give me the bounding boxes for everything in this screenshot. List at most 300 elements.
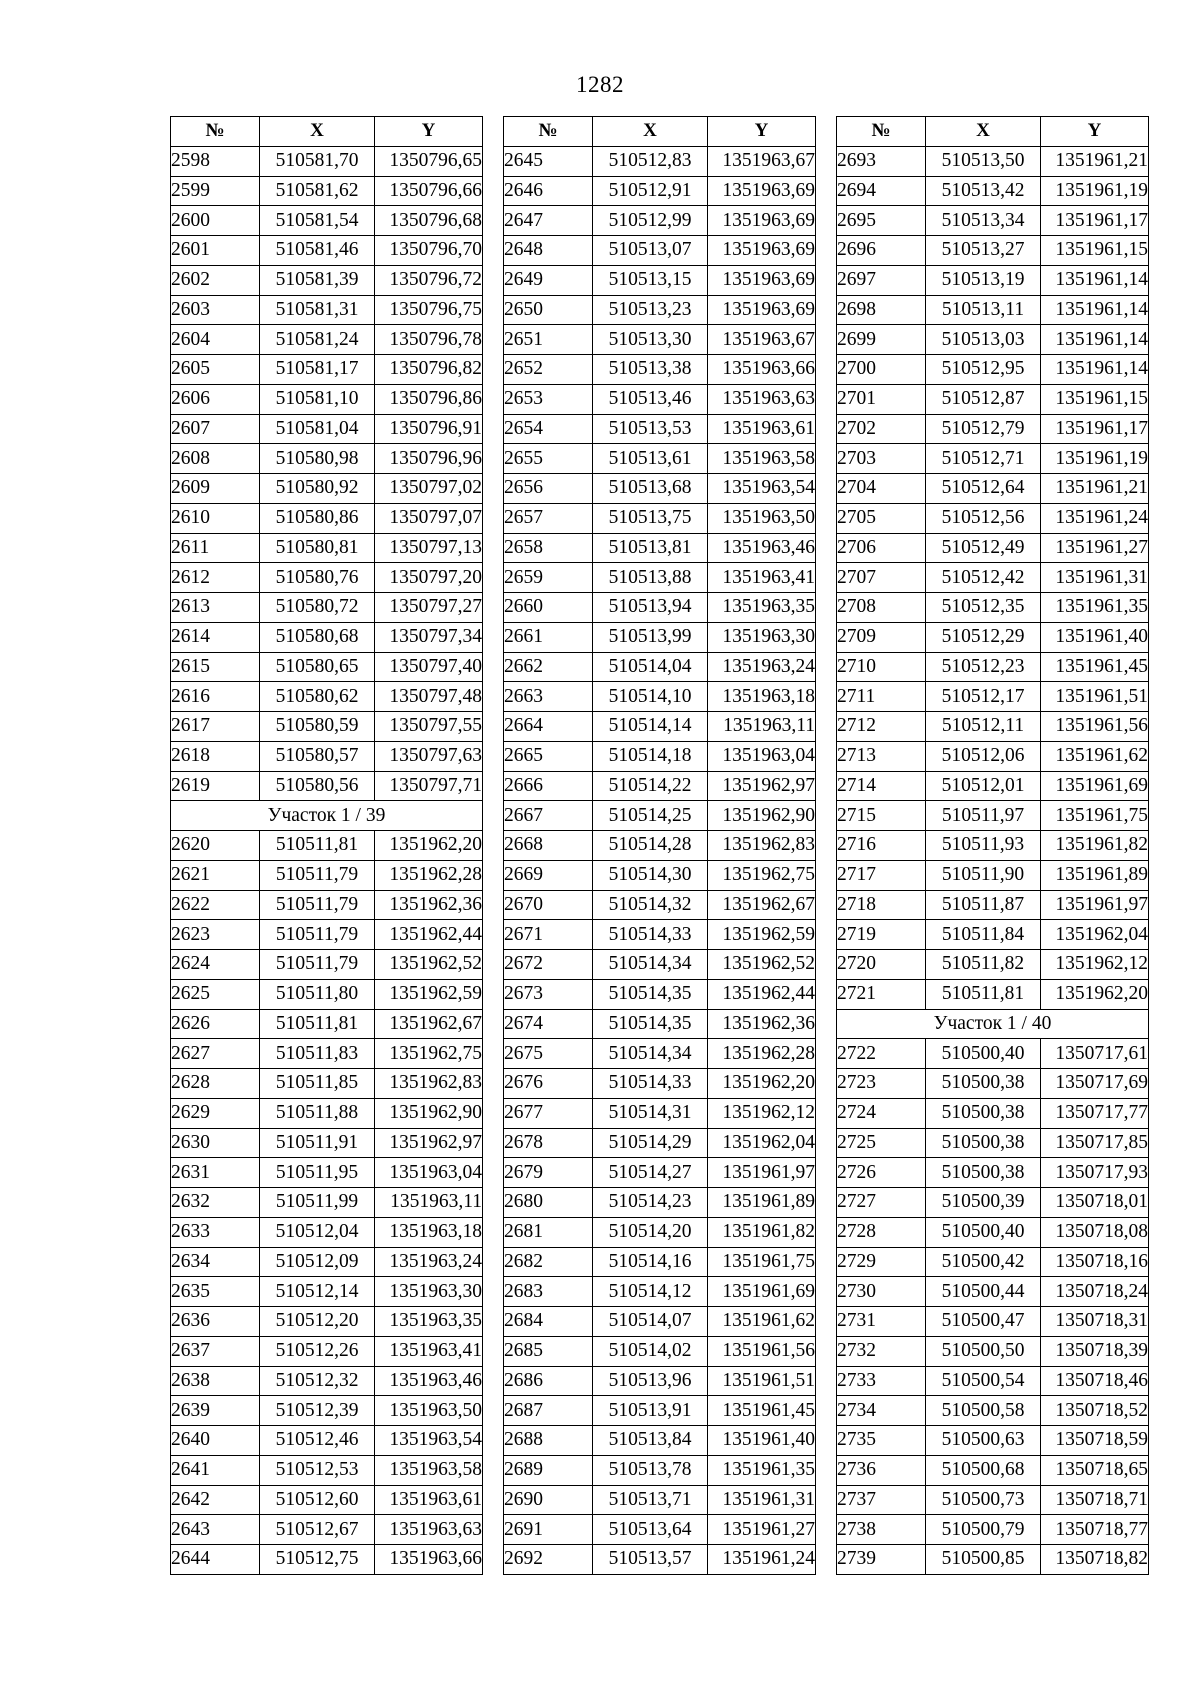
x-coordinate: 510500,40 bbox=[926, 1217, 1041, 1247]
point-number: 2720 bbox=[837, 950, 926, 980]
point-number: 2715 bbox=[837, 801, 926, 831]
x-coordinate: 510513,15 bbox=[593, 265, 708, 295]
y-coordinate: 1350796,86 bbox=[375, 384, 483, 414]
point-number: 2639 bbox=[171, 1396, 260, 1426]
table-row bbox=[837, 1277, 1149, 1307]
point-number: 2613 bbox=[171, 593, 260, 623]
y-coordinate: 1350718,82 bbox=[1041, 1545, 1149, 1575]
y-coordinate: 1351961,40 bbox=[708, 1426, 816, 1456]
table-row bbox=[171, 414, 483, 444]
table-row bbox=[837, 414, 1149, 444]
point-number: 2728 bbox=[837, 1217, 926, 1247]
point-number: 2602 bbox=[171, 265, 260, 295]
x-coordinate: 510500,79 bbox=[926, 1515, 1041, 1545]
y-coordinate: 1351962,75 bbox=[375, 1039, 483, 1069]
x-coordinate: 510511,84 bbox=[926, 920, 1041, 950]
x-coordinate: 510512,01 bbox=[926, 771, 1041, 801]
x-coordinate: 510512,95 bbox=[926, 355, 1041, 385]
section-title: Участок 1 / 39 bbox=[171, 801, 483, 831]
y-coordinate: 1350718,31 bbox=[1041, 1307, 1149, 1337]
point-number: 2630 bbox=[171, 1128, 260, 1158]
table-row bbox=[504, 1366, 816, 1396]
y-coordinate: 1351963,67 bbox=[708, 146, 816, 176]
x-coordinate: 510512,83 bbox=[593, 146, 708, 176]
y-coordinate: 1351963,61 bbox=[708, 414, 816, 444]
point-number: 2635 bbox=[171, 1277, 260, 1307]
table-row bbox=[171, 1217, 483, 1247]
x-coordinate: 510514,35 bbox=[593, 979, 708, 1009]
x-coordinate: 510514,34 bbox=[593, 1039, 708, 1069]
y-coordinate: 1351962,52 bbox=[708, 950, 816, 980]
x-coordinate: 510512,09 bbox=[260, 1247, 375, 1277]
point-number: 2702 bbox=[837, 414, 926, 444]
x-coordinate: 510580,59 bbox=[260, 712, 375, 742]
y-coordinate: 1351961,27 bbox=[708, 1515, 816, 1545]
point-number: 2673 bbox=[504, 979, 593, 1009]
table-row bbox=[504, 1009, 816, 1039]
y-coordinate: 1350796,65 bbox=[375, 146, 483, 176]
x-coordinate: 510511,79 bbox=[260, 890, 375, 920]
point-number: 2626 bbox=[171, 1009, 260, 1039]
x-coordinate: 510500,54 bbox=[926, 1366, 1041, 1396]
y-coordinate: 1351962,36 bbox=[375, 890, 483, 920]
point-number: 2625 bbox=[171, 979, 260, 1009]
x-coordinate: 510511,88 bbox=[260, 1098, 375, 1128]
point-number: 2713 bbox=[837, 741, 926, 771]
x-coordinate: 510500,42 bbox=[926, 1247, 1041, 1277]
y-coordinate: 1351963,61 bbox=[375, 1485, 483, 1515]
point-number: 2605 bbox=[171, 355, 260, 385]
point-number: 2661 bbox=[504, 622, 593, 652]
point-number: 2687 bbox=[504, 1396, 593, 1426]
point-number: 2691 bbox=[504, 1515, 593, 1545]
table-row bbox=[171, 1545, 483, 1575]
header-number: № bbox=[837, 117, 926, 147]
point-number: 2706 bbox=[837, 533, 926, 563]
y-coordinate: 1351963,46 bbox=[375, 1366, 483, 1396]
table-row bbox=[837, 1188, 1149, 1218]
x-coordinate: 510500,47 bbox=[926, 1307, 1041, 1337]
table-row bbox=[837, 593, 1149, 623]
x-coordinate: 510581,10 bbox=[260, 384, 375, 414]
x-coordinate: 510514,30 bbox=[593, 860, 708, 890]
point-number: 2657 bbox=[504, 503, 593, 533]
table-row bbox=[837, 295, 1149, 325]
y-coordinate: 1351963,69 bbox=[708, 206, 816, 236]
point-number: 2681 bbox=[504, 1217, 593, 1247]
x-coordinate: 510513,19 bbox=[926, 265, 1041, 295]
x-coordinate: 510512,53 bbox=[260, 1455, 375, 1485]
table-row bbox=[171, 503, 483, 533]
coordinates-table-3 bbox=[836, 116, 1149, 1575]
table-row bbox=[171, 1158, 483, 1188]
x-coordinate: 510513,81 bbox=[593, 533, 708, 563]
table-row bbox=[171, 1188, 483, 1218]
header-x: X bbox=[593, 117, 708, 147]
table-row bbox=[837, 920, 1149, 950]
table-row bbox=[837, 1515, 1149, 1545]
x-coordinate: 510513,27 bbox=[926, 236, 1041, 266]
table-row bbox=[504, 1098, 816, 1128]
x-coordinate: 510513,68 bbox=[593, 474, 708, 504]
x-coordinate: 510513,88 bbox=[593, 563, 708, 593]
point-number: 2736 bbox=[837, 1455, 926, 1485]
table-row bbox=[837, 1039, 1149, 1069]
table-row bbox=[837, 1396, 1149, 1426]
table-row bbox=[504, 1188, 816, 1218]
table-row bbox=[171, 1128, 483, 1158]
y-coordinate: 1350718,59 bbox=[1041, 1426, 1149, 1456]
table-row bbox=[504, 355, 816, 385]
table-row bbox=[171, 146, 483, 176]
y-coordinate: 1350717,85 bbox=[1041, 1128, 1149, 1158]
table-row bbox=[171, 771, 483, 801]
x-coordinate: 510512,99 bbox=[593, 206, 708, 236]
table-row bbox=[504, 414, 816, 444]
table-row bbox=[171, 474, 483, 504]
table-row bbox=[171, 295, 483, 325]
table-row bbox=[504, 890, 816, 920]
y-coordinate: 1350717,61 bbox=[1041, 1039, 1149, 1069]
y-coordinate: 1351961,62 bbox=[708, 1307, 816, 1337]
table-row bbox=[504, 1158, 816, 1188]
table-row bbox=[504, 1515, 816, 1545]
y-coordinate: 1351963,04 bbox=[375, 1158, 483, 1188]
table-row bbox=[171, 176, 483, 206]
point-number: 2711 bbox=[837, 682, 926, 712]
table-row bbox=[837, 1336, 1149, 1366]
table-row bbox=[504, 236, 816, 266]
point-number: 2693 bbox=[837, 146, 926, 176]
header-x: X bbox=[260, 117, 375, 147]
y-coordinate: 1350718,77 bbox=[1041, 1515, 1149, 1545]
y-coordinate: 1350718,01 bbox=[1041, 1188, 1149, 1218]
x-coordinate: 510512,39 bbox=[260, 1396, 375, 1426]
x-coordinate: 510513,23 bbox=[593, 295, 708, 325]
table-row bbox=[171, 563, 483, 593]
point-number: 2712 bbox=[837, 712, 926, 742]
table-row bbox=[171, 533, 483, 563]
table-row bbox=[837, 831, 1149, 861]
point-number: 2646 bbox=[504, 176, 593, 206]
point-number: 2677 bbox=[504, 1098, 593, 1128]
table-row bbox=[837, 444, 1149, 474]
point-number: 2734 bbox=[837, 1396, 926, 1426]
table-row bbox=[837, 146, 1149, 176]
table-row bbox=[171, 384, 483, 414]
point-number: 2675 bbox=[504, 1039, 593, 1069]
y-coordinate: 1351963,50 bbox=[708, 503, 816, 533]
x-coordinate: 510513,99 bbox=[593, 622, 708, 652]
table-row bbox=[837, 325, 1149, 355]
point-number: 2658 bbox=[504, 533, 593, 563]
table-row bbox=[837, 1307, 1149, 1337]
header-y: Y bbox=[708, 117, 816, 147]
y-coordinate: 1351962,83 bbox=[708, 831, 816, 861]
table-row bbox=[837, 563, 1149, 593]
table-row bbox=[504, 563, 816, 593]
table-row bbox=[837, 950, 1149, 980]
y-coordinate: 1351963,30 bbox=[708, 622, 816, 652]
point-number: 2603 bbox=[171, 295, 260, 325]
x-coordinate: 510581,54 bbox=[260, 206, 375, 236]
y-coordinate: 1351963,54 bbox=[708, 474, 816, 504]
table-row bbox=[504, 622, 816, 652]
x-coordinate: 510512,20 bbox=[260, 1307, 375, 1337]
point-number: 2739 bbox=[837, 1545, 926, 1575]
x-coordinate: 510512,11 bbox=[926, 712, 1041, 742]
header-y: Y bbox=[375, 117, 483, 147]
point-number: 2697 bbox=[837, 265, 926, 295]
x-coordinate: 510500,39 bbox=[926, 1188, 1041, 1218]
x-coordinate: 510512,14 bbox=[260, 1277, 375, 1307]
point-number: 2703 bbox=[837, 444, 926, 474]
point-number: 2609 bbox=[171, 474, 260, 504]
table-row bbox=[837, 860, 1149, 890]
x-coordinate: 510511,95 bbox=[260, 1158, 375, 1188]
point-number: 2624 bbox=[171, 950, 260, 980]
y-coordinate: 1351961,82 bbox=[708, 1217, 816, 1247]
y-coordinate: 1351963,18 bbox=[375, 1217, 483, 1247]
x-coordinate: 510512,56 bbox=[926, 503, 1041, 533]
table-row bbox=[837, 1545, 1149, 1575]
point-number: 2598 bbox=[171, 146, 260, 176]
x-coordinate: 510514,14 bbox=[593, 712, 708, 742]
x-coordinate: 510513,96 bbox=[593, 1366, 708, 1396]
table-row bbox=[837, 652, 1149, 682]
y-coordinate: 1350796,78 bbox=[375, 325, 483, 355]
y-coordinate: 1351962,12 bbox=[1041, 950, 1149, 980]
y-coordinate: 1351963,18 bbox=[708, 682, 816, 712]
x-coordinate: 510500,58 bbox=[926, 1396, 1041, 1426]
table-row bbox=[504, 1217, 816, 1247]
y-coordinate: 1351962,28 bbox=[375, 860, 483, 890]
x-coordinate: 510513,75 bbox=[593, 503, 708, 533]
x-coordinate: 510500,44 bbox=[926, 1277, 1041, 1307]
y-coordinate: 1351961,45 bbox=[708, 1396, 816, 1426]
y-coordinate: 1351961,97 bbox=[708, 1158, 816, 1188]
y-coordinate: 1351961,89 bbox=[708, 1188, 816, 1218]
x-coordinate: 510514,28 bbox=[593, 831, 708, 861]
x-coordinate: 510500,38 bbox=[926, 1158, 1041, 1188]
point-number: 2612 bbox=[171, 563, 260, 593]
y-coordinate: 1350797,48 bbox=[375, 682, 483, 712]
table-row bbox=[504, 1336, 816, 1366]
table-row bbox=[171, 622, 483, 652]
point-number: 2709 bbox=[837, 622, 926, 652]
point-number: 2650 bbox=[504, 295, 593, 325]
table-row bbox=[837, 206, 1149, 236]
y-coordinate: 1351961,97 bbox=[1041, 890, 1149, 920]
table-row bbox=[171, 1455, 483, 1485]
x-coordinate: 510513,78 bbox=[593, 1455, 708, 1485]
x-coordinate: 510512,87 bbox=[926, 384, 1041, 414]
x-coordinate: 510512,71 bbox=[926, 444, 1041, 474]
table-row bbox=[504, 593, 816, 623]
point-number: 2649 bbox=[504, 265, 593, 295]
table-row bbox=[171, 890, 483, 920]
table-row bbox=[504, 176, 816, 206]
x-coordinate: 510500,63 bbox=[926, 1426, 1041, 1456]
x-coordinate: 510511,81 bbox=[260, 831, 375, 861]
table-row bbox=[504, 503, 816, 533]
x-coordinate: 510512,06 bbox=[926, 741, 1041, 771]
y-coordinate: 1351962,52 bbox=[375, 950, 483, 980]
table-row bbox=[171, 682, 483, 712]
x-coordinate: 510513,07 bbox=[593, 236, 708, 266]
y-coordinate: 1351963,35 bbox=[375, 1307, 483, 1337]
y-coordinate: 1351961,56 bbox=[708, 1336, 816, 1366]
x-coordinate: 510580,56 bbox=[260, 771, 375, 801]
x-coordinate: 510514,22 bbox=[593, 771, 708, 801]
table-row bbox=[171, 1336, 483, 1366]
x-coordinate: 510500,73 bbox=[926, 1485, 1041, 1515]
point-number: 2669 bbox=[504, 860, 593, 890]
y-coordinate: 1351962,12 bbox=[708, 1098, 816, 1128]
point-number: 2627 bbox=[171, 1039, 260, 1069]
x-coordinate: 510514,31 bbox=[593, 1098, 708, 1128]
x-coordinate: 510511,79 bbox=[260, 920, 375, 950]
table-row bbox=[171, 1307, 483, 1337]
point-number: 2634 bbox=[171, 1247, 260, 1277]
table-row bbox=[171, 1247, 483, 1277]
table-row bbox=[171, 652, 483, 682]
x-coordinate: 510500,38 bbox=[926, 1069, 1041, 1099]
y-coordinate: 1350797,27 bbox=[375, 593, 483, 623]
x-coordinate: 510580,92 bbox=[260, 474, 375, 504]
point-number: 2616 bbox=[171, 682, 260, 712]
point-number: 2647 bbox=[504, 206, 593, 236]
point-number: 2663 bbox=[504, 682, 593, 712]
point-number: 2620 bbox=[171, 831, 260, 861]
table-row bbox=[171, 950, 483, 980]
table-row bbox=[171, 1396, 483, 1426]
point-number: 2723 bbox=[837, 1069, 926, 1099]
y-coordinate: 1350797,55 bbox=[375, 712, 483, 742]
point-number: 2662 bbox=[504, 652, 593, 682]
x-coordinate: 510511,81 bbox=[260, 1009, 375, 1039]
point-number: 2692 bbox=[504, 1545, 593, 1575]
point-number: 2684 bbox=[504, 1307, 593, 1337]
table-row bbox=[171, 1039, 483, 1069]
table-row bbox=[171, 860, 483, 890]
point-number: 2718 bbox=[837, 890, 926, 920]
y-coordinate: 1350796,68 bbox=[375, 206, 483, 236]
point-number: 2638 bbox=[171, 1366, 260, 1396]
point-number: 2670 bbox=[504, 890, 593, 920]
table-row bbox=[171, 236, 483, 266]
point-number: 2733 bbox=[837, 1366, 926, 1396]
point-number: 2676 bbox=[504, 1069, 593, 1099]
x-coordinate: 510512,60 bbox=[260, 1485, 375, 1515]
x-coordinate: 510581,39 bbox=[260, 265, 375, 295]
point-number: 2714 bbox=[837, 771, 926, 801]
x-coordinate: 510581,70 bbox=[260, 146, 375, 176]
y-coordinate: 1350718,24 bbox=[1041, 1277, 1149, 1307]
x-coordinate: 510511,99 bbox=[260, 1188, 375, 1218]
x-coordinate: 510513,91 bbox=[593, 1396, 708, 1426]
table-row bbox=[837, 979, 1149, 1009]
table-row bbox=[837, 1158, 1149, 1188]
y-coordinate: 1351961,51 bbox=[1041, 682, 1149, 712]
x-coordinate: 510511,87 bbox=[926, 890, 1041, 920]
point-number: 2615 bbox=[171, 652, 260, 682]
point-number: 2694 bbox=[837, 176, 926, 206]
point-number: 2730 bbox=[837, 1277, 926, 1307]
table-row bbox=[504, 801, 816, 831]
y-coordinate: 1351963,58 bbox=[708, 444, 816, 474]
point-number: 2705 bbox=[837, 503, 926, 533]
x-coordinate: 510513,11 bbox=[926, 295, 1041, 325]
point-number: 2617 bbox=[171, 712, 260, 742]
table-row bbox=[171, 593, 483, 623]
x-coordinate: 510512,26 bbox=[260, 1336, 375, 1366]
y-coordinate: 1350717,69 bbox=[1041, 1069, 1149, 1099]
x-coordinate: 510511,93 bbox=[926, 831, 1041, 861]
table-row bbox=[504, 652, 816, 682]
point-number: 2701 bbox=[837, 384, 926, 414]
y-coordinate: 1350796,91 bbox=[375, 414, 483, 444]
point-number: 2724 bbox=[837, 1098, 926, 1128]
y-coordinate: 1350797,20 bbox=[375, 563, 483, 593]
table-row bbox=[171, 206, 483, 236]
y-coordinate: 1351961,19 bbox=[1041, 176, 1149, 206]
point-number: 2683 bbox=[504, 1277, 593, 1307]
y-coordinate: 1351963,35 bbox=[708, 593, 816, 623]
y-coordinate: 1351962,59 bbox=[708, 920, 816, 950]
y-coordinate: 1351961,75 bbox=[1041, 801, 1149, 831]
table-row bbox=[837, 503, 1149, 533]
table-row bbox=[837, 890, 1149, 920]
y-coordinate: 1350718,71 bbox=[1041, 1485, 1149, 1515]
x-coordinate: 510513,64 bbox=[593, 1515, 708, 1545]
y-coordinate: 1351962,90 bbox=[708, 801, 816, 831]
y-coordinate: 1351961,14 bbox=[1041, 265, 1149, 295]
x-coordinate: 510513,30 bbox=[593, 325, 708, 355]
y-coordinate: 1351961,89 bbox=[1041, 860, 1149, 890]
y-coordinate: 1351963,46 bbox=[708, 533, 816, 563]
y-coordinate: 1351962,20 bbox=[708, 1069, 816, 1099]
x-coordinate: 510513,71 bbox=[593, 1485, 708, 1515]
table-row bbox=[504, 1277, 816, 1307]
x-coordinate: 510512,67 bbox=[260, 1515, 375, 1545]
x-coordinate: 510511,82 bbox=[926, 950, 1041, 980]
point-number: 2668 bbox=[504, 831, 593, 861]
table-row bbox=[171, 265, 483, 295]
table-row bbox=[504, 206, 816, 236]
y-coordinate: 1351962,04 bbox=[1041, 920, 1149, 950]
point-number: 2610 bbox=[171, 503, 260, 533]
x-coordinate: 510514,32 bbox=[593, 890, 708, 920]
x-coordinate: 510514,33 bbox=[593, 920, 708, 950]
x-coordinate: 510513,53 bbox=[593, 414, 708, 444]
table-row bbox=[504, 1247, 816, 1277]
y-coordinate: 1351963,54 bbox=[375, 1426, 483, 1456]
table-row bbox=[504, 920, 816, 950]
y-coordinate: 1350718,39 bbox=[1041, 1336, 1149, 1366]
point-number: 2700 bbox=[837, 355, 926, 385]
y-coordinate: 1351961,82 bbox=[1041, 831, 1149, 861]
x-coordinate: 510514,34 bbox=[593, 950, 708, 980]
y-coordinate: 1351961,31 bbox=[708, 1485, 816, 1515]
point-number: 2632 bbox=[171, 1188, 260, 1218]
y-coordinate: 1351963,11 bbox=[375, 1188, 483, 1218]
table-row bbox=[171, 1485, 483, 1515]
y-coordinate: 1351963,24 bbox=[708, 652, 816, 682]
point-number: 2641 bbox=[171, 1455, 260, 1485]
y-coordinate: 1351961,31 bbox=[1041, 563, 1149, 593]
x-coordinate: 510512,75 bbox=[260, 1545, 375, 1575]
